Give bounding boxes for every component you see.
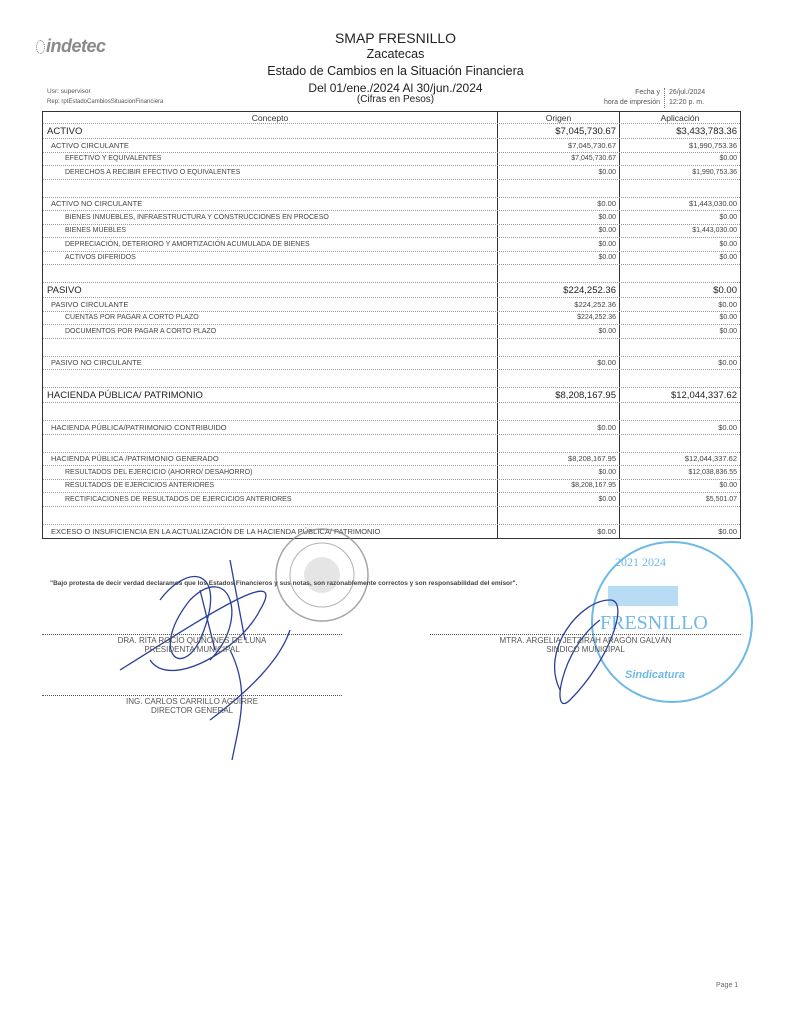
- signature-line: [430, 634, 741, 635]
- signature-strokes: [120, 560, 618, 760]
- signer-name: MTRA. ARGELIA JETZIRAH ARAGÓN GALVÁN: [499, 636, 672, 645]
- aplicacion-cell: $12,038,836.55: [688, 468, 737, 476]
- user-label: Usr: supervisor: [47, 88, 91, 95]
- concept-cell: DERECHOS A RECIBIR EFECTIVO O EQUIVALENTES: [43, 166, 498, 179]
- aplicacion-cell: $0.00: [719, 314, 737, 322]
- declaration-text: "Bajo protesta de decir verdad declaramos que los Estados Financieros y sus notas, son razonablemente correctos y son responsabilidad del emisor".: [50, 580, 518, 587]
- concept-cell: ACTIVOS DIFERIDOS: [43, 252, 498, 265]
- signature-line: [42, 695, 342, 696]
- signature-block-director: [42, 697, 342, 715]
- concept-cell: DEPRECIACIÓN, DETERIORO Y AMORTIZACIÓN ACUMULADA DE BIENES: [43, 238, 498, 251]
- stamp-label: Sindicatura: [625, 669, 685, 681]
- origen-cell: $0.00: [498, 357, 620, 370]
- concept-cell: HACIENDA PÚBLICA/PATRIMONIO CONTRIBUIDO: [43, 421, 498, 434]
- print-label-1: Fecha y: [635, 89, 660, 96]
- aplicacion-cell: $0.00: [718, 358, 737, 368]
- origen-cell: $0.00: [498, 493, 620, 506]
- origen-cell: $0.00: [498, 325, 620, 338]
- origen-cell: $224,252.36: [498, 283, 620, 297]
- aplicacion-cell: $1,443,030.00: [692, 227, 737, 235]
- column-header-aplicacion: Aplicación: [660, 112, 700, 123]
- origen-cell: $8,208,167.95: [498, 388, 620, 402]
- concept-cell: BIENES MUEBLES: [43, 225, 498, 238]
- origen-cell: $0.00: [498, 238, 620, 251]
- concept-cell: ACTIVO NO CIRCULANTE: [43, 198, 498, 211]
- report-title: Estado de Cambios en la Situación Financiera: [267, 64, 524, 78]
- concept-cell: CUENTAS POR PAGAR A CORTO PLAZO: [43, 312, 498, 325]
- print-label-2: hora de impresión: [603, 99, 660, 106]
- aplicacion-cell: $5,501.07: [705, 495, 737, 503]
- presidencia-seal: [276, 529, 368, 621]
- origen-cell: $8,208,167.95: [498, 480, 620, 493]
- aplicacion-cell: $0.00: [719, 254, 737, 262]
- report-units: (Cifras en Pesos): [356, 94, 435, 105]
- signer-role: DIRECTOR GENERAL: [150, 706, 234, 715]
- concept-cell: EXCESO O INSUFICIENCIA EN LA ACTUALIZACIÓN DE LA HACIENDA PÚBLICA/ PATRIMONIO: [43, 525, 498, 539]
- origen-cell: $0.00: [498, 525, 620, 539]
- signer-role: PRESIDENTA MUNICIPAL: [144, 645, 240, 654]
- aplicacion-cell: $0.00: [719, 240, 737, 248]
- signer-name: ING. CARLOS CARRILLO AGUIRRE: [125, 697, 259, 706]
- aplicacion-cell: $0.00: [719, 482, 737, 490]
- report-id: Rep: rptEstadoCambiosSituacionFinanciera: [47, 99, 164, 105]
- concept-cell: PASIVO CIRCULANTE: [43, 298, 498, 311]
- origen-cell: $8,208,167.95: [498, 453, 620, 466]
- print-date: 26/jul./2024: [669, 89, 706, 96]
- aplicacion-cell: $0.00: [718, 422, 737, 432]
- report-period: Del 01/ene./2024 Al 30/jun./2024: [308, 81, 483, 95]
- signer-role: SINDICO MUNICIPAL: [546, 645, 625, 654]
- stamp-city: FRESNILLO: [600, 612, 708, 634]
- origen-cell: $0.00: [498, 466, 620, 479]
- concept-cell: HACIENDA PÚBLICA /PATRIMONIO GENERADO: [43, 453, 498, 466]
- page-number: Page 1: [716, 982, 739, 989]
- origen-cell: $0.00: [498, 198, 620, 211]
- column-header-origen: Origen: [498, 112, 620, 123]
- signer-name: DRA. RITA ROCÍO QUIÑONES DE LUNA: [117, 636, 267, 645]
- origen-cell: $224,252.36: [498, 298, 620, 311]
- print-time: 12:20 p. m.: [669, 99, 705, 106]
- aplicacion-cell: $12,044,337.62: [684, 454, 737, 464]
- origen-cell: $7,045,730.67: [498, 153, 620, 166]
- aplicacion-cell: $3,433,783.36: [676, 125, 737, 137]
- column-header-concepto: Concepto: [43, 112, 498, 123]
- aplicacion-cell: $0.00: [718, 526, 737, 536]
- aplicacion-cell: $0.00: [719, 327, 737, 335]
- signature-block-presidenta: [42, 636, 342, 654]
- concept-cell: PASIVO: [43, 283, 498, 297]
- signature-block-sindico: [430, 636, 741, 654]
- origen-cell: $224,252.36: [498, 312, 620, 325]
- aplicacion-cell: $0.00: [719, 155, 737, 163]
- concept-cell: EFECTIVO Y EQUIVALENTES: [43, 153, 498, 166]
- concept-cell: RECTIFICACIONES DE RESULTADOS DE EJERCICIOS ANTERIORES: [43, 493, 498, 506]
- aplicacion-cell: $0.00: [713, 284, 737, 296]
- aplicacion-cell: $1,990,753.36: [692, 168, 737, 176]
- stamp-years: 2021 2024: [615, 555, 666, 569]
- concept-cell: BIENES INMUEBLES, INFRAESTRUCTURA Y CONSTRUCCIONES EN PROCESO: [43, 211, 498, 224]
- aplicacion-cell: $1,443,030.00: [689, 199, 737, 209]
- aplicacion-cell: $0.00: [718, 299, 737, 309]
- concept-cell: HACIENDA PÚBLICA/ PATRIMONIO: [43, 388, 498, 402]
- concept-cell: RESULTADOS DE EJERCICIOS ANTERIORES: [43, 480, 498, 493]
- origen-cell: $0.00: [498, 211, 620, 224]
- origen-cell: $7,045,730.67: [498, 139, 620, 152]
- origen-cell: $7,045,730.67: [498, 124, 620, 138]
- indetec-logo: indetec: [36, 36, 106, 57]
- concept-cell: PASIVO NO CIRCULANTE: [43, 357, 498, 370]
- origen-cell: $0.00: [498, 166, 620, 179]
- aplicacion-cell: $12,044,337.62: [670, 389, 737, 401]
- concept-cell: RESULTADOS DEL EJERCICIO (AHORRO/ DESAHORRO): [43, 466, 498, 479]
- concept-cell: DOCUMENTOS POR PAGAR A CORTO PLAZO: [43, 325, 498, 338]
- aplicacion-cell: $0.00: [719, 213, 737, 221]
- origen-cell: $0.00: [498, 421, 620, 434]
- concept-cell: ACTIVO CIRCULANTE: [43, 139, 498, 152]
- state-name: Zacatecas: [366, 47, 425, 61]
- entity-title: SMAP FRESNILLO: [334, 30, 457, 46]
- signature-line: [42, 634, 342, 635]
- origen-cell: $0.00: [498, 225, 620, 238]
- origen-cell: $0.00: [498, 252, 620, 265]
- aplicacion-cell: $1,990,753.36: [689, 140, 737, 150]
- concept-cell: ACTIVO: [43, 124, 498, 138]
